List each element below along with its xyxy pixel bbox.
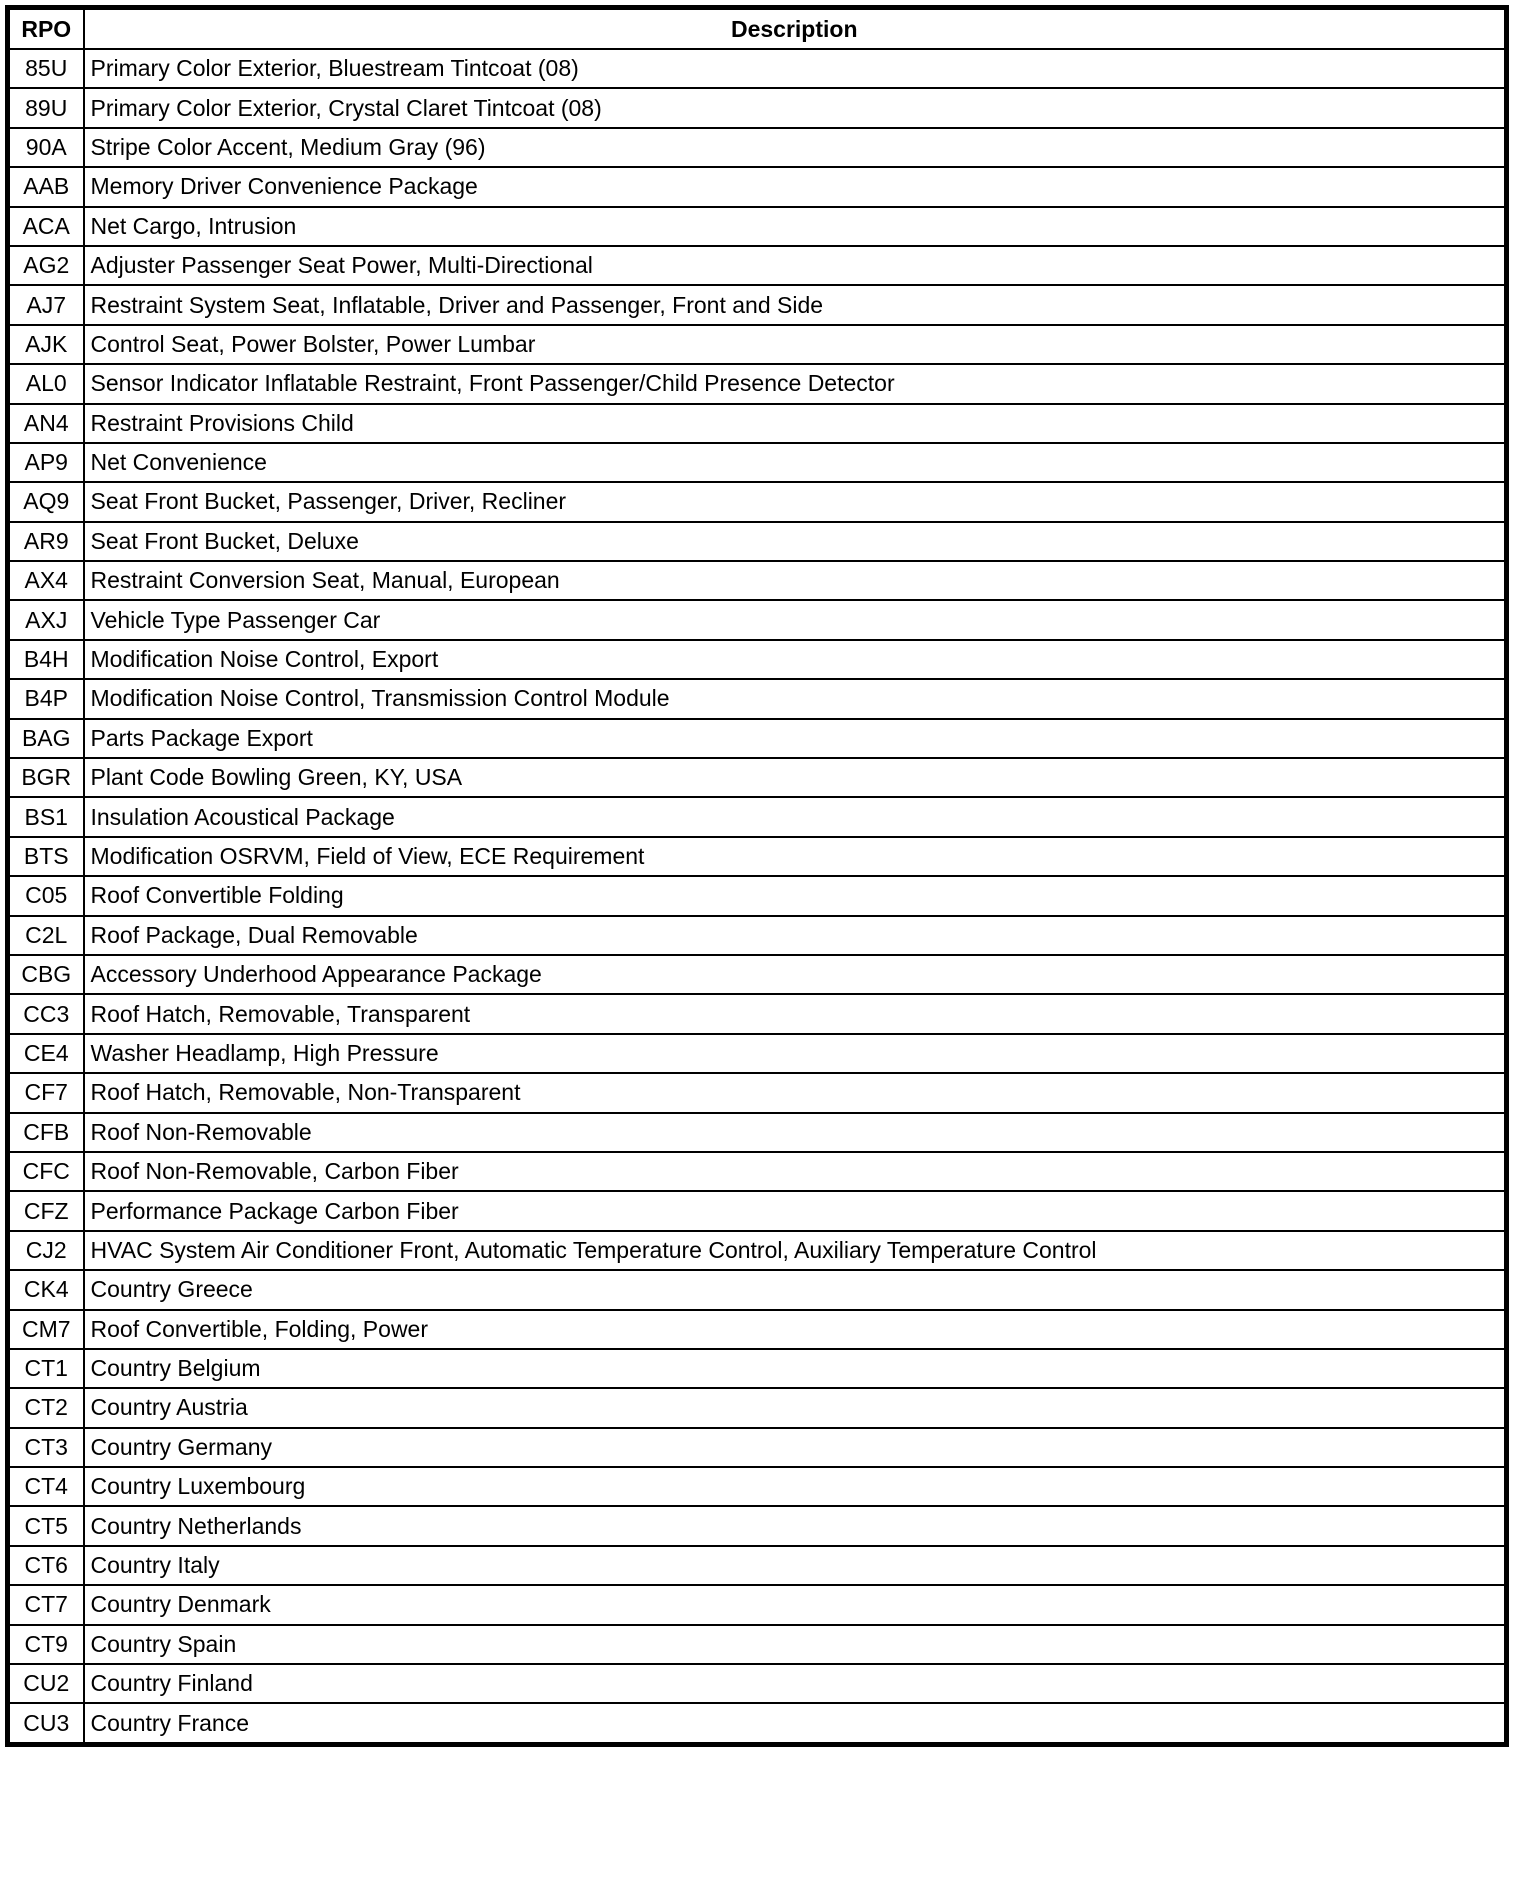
table-row [8,1585,1507,1624]
rpo-code: BAG [8,719,84,758]
table-row [8,1034,1507,1073]
rpo-code: AL0 [8,364,84,403]
table-row [8,246,1507,285]
rpo-code: CU2 [8,1664,84,1703]
table-row [8,1270,1507,1309]
table-row [8,561,1507,600]
rpo-code: AX4 [8,561,84,600]
rpo-code: CU3 [8,1703,84,1744]
rpo-description: Primary Color Exterior, Crystal Claret Tintcoat (08) [84,88,1507,127]
rpo-code: AJK [8,325,84,364]
table-row [8,1191,1507,1230]
table-row [8,364,1507,403]
rpo-code: ACA [8,207,84,246]
rpo-table [5,5,1509,1747]
table-row [8,955,1507,994]
rpo-code: BGR [8,758,84,797]
rpo-code: CT4 [8,1467,84,1506]
rpo-description: Country Luxembourg [84,1467,1507,1506]
table-row [8,1625,1507,1664]
table-row [8,994,1507,1033]
rpo-code: AAB [8,167,84,206]
rpo-code: 89U [8,88,84,127]
rpo-code: CT5 [8,1506,84,1545]
table-row [8,1703,1507,1744]
rpo-code: AQ9 [8,482,84,521]
rpo-description: Net Convenience [84,443,1507,482]
rpo-code: CT1 [8,1349,84,1388]
rpo-description: Country Spain [84,1625,1507,1664]
rpo-description: Restraint System Seat, Inflatable, Driver and Passenger, Front and Side [84,285,1507,324]
rpo-code: AP9 [8,443,84,482]
rpo-description: Roof Package, Dual Removable [84,916,1507,955]
table-row [8,1506,1507,1545]
table-row [8,758,1507,797]
rpo-description: Stripe Color Accent, Medium Gray (96) [84,128,1507,167]
table-row [8,1231,1507,1270]
table-row [8,916,1507,955]
table-row [8,1546,1507,1585]
table-row [8,325,1507,364]
rpo-description: Modification Noise Control, Export [84,640,1507,679]
rpo-description: Country Italy [84,1546,1507,1585]
rpo-code: CC3 [8,994,84,1033]
table-row [8,404,1507,443]
header-description: Description [84,8,1507,50]
rpo-description: HVAC System Air Conditioner Front, Automatic Temperature Control, Auxiliary Temperature Control [84,1231,1507,1270]
table-row [8,640,1507,679]
rpo-description: Roof Non-Removable [84,1113,1507,1152]
rpo-description: Roof Convertible Folding [84,876,1507,915]
rpo-description: Roof Hatch, Removable, Non-Transparent [84,1073,1507,1112]
rpo-description: Insulation Acoustical Package [84,797,1507,836]
rpo-code: CFB [8,1113,84,1152]
table-row [8,719,1507,758]
rpo-code: CFZ [8,1191,84,1230]
rpo-description: Performance Package Carbon Fiber [84,1191,1507,1230]
table-row [8,600,1507,639]
rpo-description: Roof Non-Removable, Carbon Fiber [84,1152,1507,1191]
rpo-code: CE4 [8,1034,84,1073]
rpo-description: Country Belgium [84,1349,1507,1388]
rpo-code: B4H [8,640,84,679]
table-row [8,1113,1507,1152]
table-row [8,167,1507,206]
table-row [8,1310,1507,1349]
rpo-description: Seat Front Bucket, Deluxe [84,522,1507,561]
rpo-description: Country Greece [84,1270,1507,1309]
rpo-description: Primary Color Exterior, Bluestream Tintcoat (08) [84,49,1507,88]
table-row [8,482,1507,521]
rpo-description: Washer Headlamp, High Pressure [84,1034,1507,1073]
rpo-code: CBG [8,955,84,994]
rpo-code: CT3 [8,1428,84,1467]
rpo-description: Restraint Provisions Child [84,404,1507,443]
rpo-code: BTS [8,837,84,876]
rpo-description: Roof Convertible, Folding, Power [84,1310,1507,1349]
rpo-description: Seat Front Bucket, Passenger, Driver, Recliner [84,482,1507,521]
table-row [8,1467,1507,1506]
table-row [8,443,1507,482]
rpo-code: 85U [8,49,84,88]
rpo-code: C2L [8,916,84,955]
table-row [8,128,1507,167]
rpo-code: C05 [8,876,84,915]
rpo-description: Country Austria [84,1388,1507,1427]
rpo-code: CM7 [8,1310,84,1349]
table-row [8,88,1507,127]
rpo-code: AXJ [8,600,84,639]
table-row [8,1073,1507,1112]
table-row [8,1349,1507,1388]
rpo-description: Sensor Indicator Inflatable Restraint, Front Passenger/Child Presence Detector [84,364,1507,403]
rpo-code: 90A [8,128,84,167]
rpo-code: CT9 [8,1625,84,1664]
rpo-code: CT2 [8,1388,84,1427]
rpo-code: B4P [8,679,84,718]
rpo-code: AN4 [8,404,84,443]
rpo-description: Roof Hatch, Removable, Transparent [84,994,1507,1033]
rpo-description: Memory Driver Convenience Package [84,167,1507,206]
table-row [8,1152,1507,1191]
header-rpo: RPO [8,8,84,50]
table-row [8,1664,1507,1703]
rpo-code: BS1 [8,797,84,836]
rpo-description: Adjuster Passenger Seat Power, Multi-Directional [84,246,1507,285]
rpo-description: Restraint Conversion Seat, Manual, European [84,561,1507,600]
rpo-code: CK4 [8,1270,84,1309]
rpo-code: AR9 [8,522,84,561]
rpo-code: AJ7 [8,285,84,324]
table-row [8,1388,1507,1427]
rpo-description: Accessory Underhood Appearance Package [84,955,1507,994]
table-row [8,207,1507,246]
rpo-code: CJ2 [8,1231,84,1270]
table-row [8,1428,1507,1467]
rpo-description: Country Finland [84,1664,1507,1703]
table-row [8,876,1507,915]
rpo-description: Country France [84,1703,1507,1744]
rpo-description: Plant Code Bowling Green, KY, USA [84,758,1507,797]
table-row [8,285,1507,324]
rpo-code: CFC [8,1152,84,1191]
rpo-description: Modification Noise Control, Transmission Control Module [84,679,1507,718]
rpo-description: Net Cargo, Intrusion [84,207,1507,246]
rpo-code: CF7 [8,1073,84,1112]
rpo-description: Modification OSRVM, Field of View, ECE Requirement [84,837,1507,876]
rpo-description: Control Seat, Power Bolster, Power Lumbar [84,325,1507,364]
table-row [8,797,1507,836]
table-row [8,522,1507,561]
table-row [8,49,1507,88]
table-row [8,679,1507,718]
header-row [8,8,1507,50]
rpo-description: Country Netherlands [84,1506,1507,1545]
rpo-code: CT7 [8,1585,84,1624]
rpo-description: Country Germany [84,1428,1507,1467]
rpo-code: AG2 [8,246,84,285]
rpo-code: CT6 [8,1546,84,1585]
rpo-description: Country Denmark [84,1585,1507,1624]
rpo-description: Parts Package Export [84,719,1507,758]
table-row [8,837,1507,876]
rpo-description: Vehicle Type Passenger Car [84,600,1507,639]
